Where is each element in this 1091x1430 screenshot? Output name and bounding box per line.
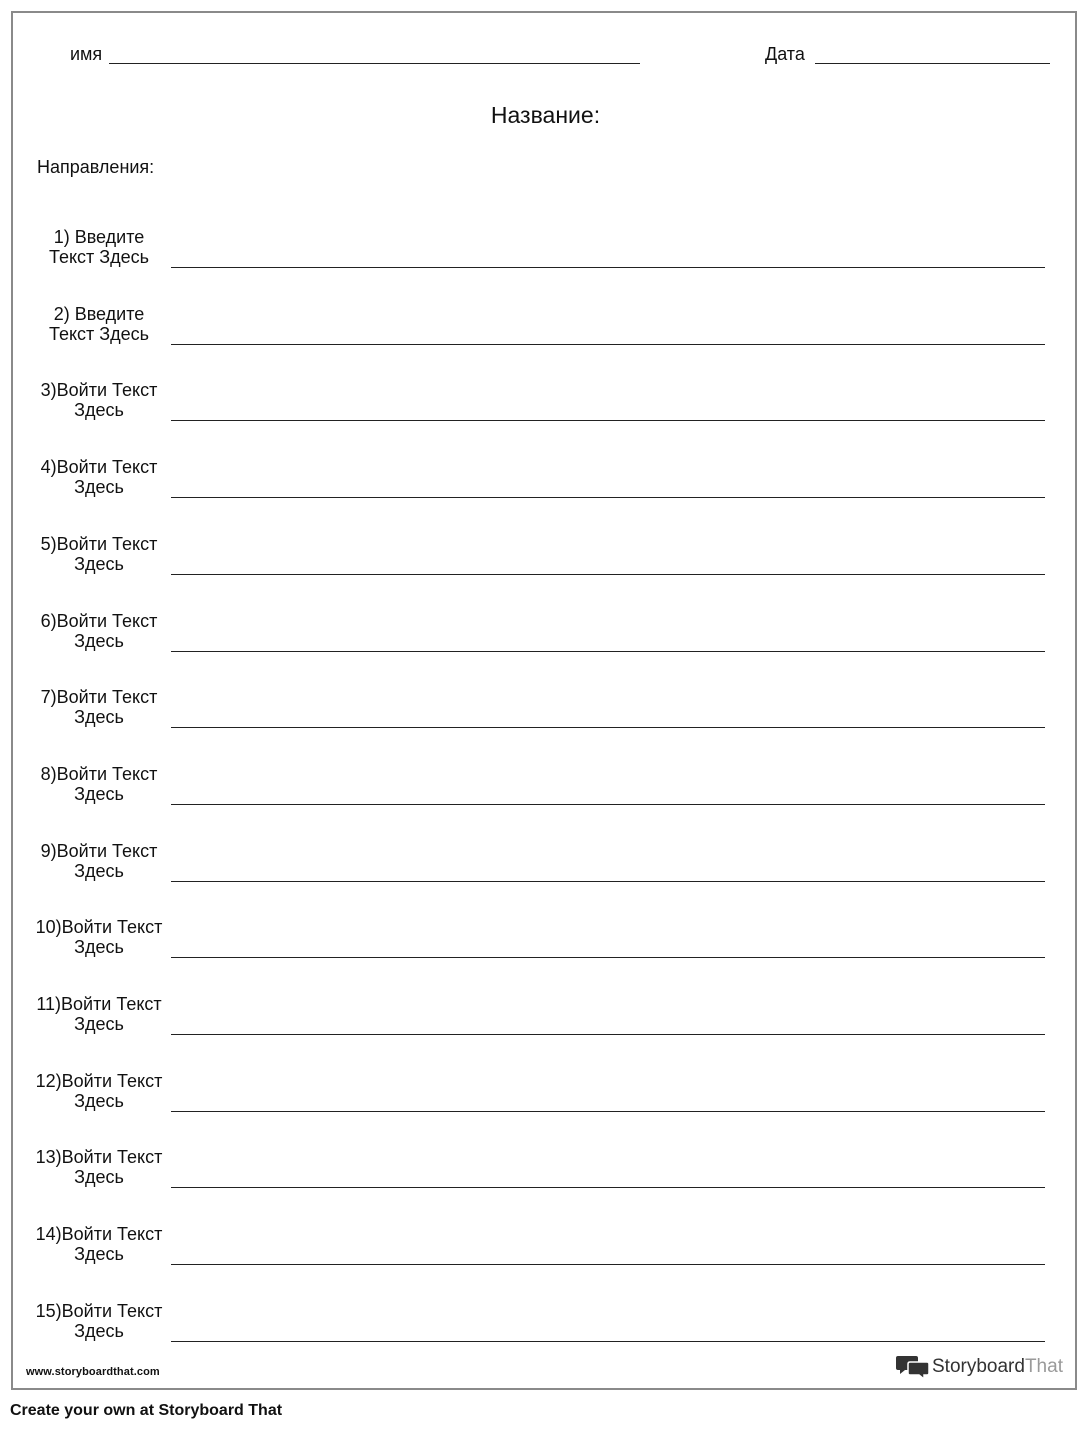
- row-prompt-line1: 5)Войти Текст: [40, 533, 158, 554]
- row-prompt-line1: 10)Войти Текст: [35, 917, 163, 938]
- row-prompt-label: [22, 1147, 176, 1187]
- row-prompt-line2: Здесь: [74, 630, 124, 651]
- answer-row: [0, 994, 1091, 1071]
- storyboardthat-logo: [896, 1354, 1063, 1380]
- row-prompt-line2: Здесь: [74, 553, 124, 574]
- row-prompt-line1: 13)Войти Текст: [35, 1147, 163, 1168]
- answer-line[interactable]: [171, 1034, 1045, 1035]
- name-field-line[interactable]: [109, 63, 640, 64]
- answer-line[interactable]: [171, 267, 1045, 268]
- answer-row: [0, 1224, 1091, 1301]
- answer-row: [0, 764, 1091, 841]
- answer-row: [0, 534, 1091, 611]
- answer-line[interactable]: [171, 957, 1045, 958]
- row-prompt-line1: 7)Войти Текст: [40, 687, 158, 708]
- row-prompt-line1: 8)Войти Текст: [40, 763, 158, 784]
- page-title: Название:: [490, 102, 601, 128]
- name-label: имя: [70, 44, 103, 64]
- row-prompt-line1: 3)Войти Текст: [40, 380, 158, 401]
- speech-bubbles-icon: [896, 1354, 929, 1380]
- answer-row: [0, 841, 1091, 918]
- answer-row: [0, 380, 1091, 457]
- row-prompt-label: [22, 227, 176, 267]
- logo-text-that: That: [1024, 1356, 1063, 1377]
- answer-line[interactable]: [171, 1264, 1045, 1265]
- row-prompt-line2: Здесь: [74, 860, 124, 881]
- row-prompt-label: [22, 534, 176, 574]
- row-prompt-label: [22, 994, 176, 1034]
- answer-line[interactable]: [171, 881, 1045, 882]
- answer-row: [0, 917, 1091, 994]
- row-prompt-label: [22, 304, 176, 344]
- row-prompt-line2: Здесь: [74, 707, 124, 728]
- answer-row: [0, 457, 1091, 534]
- row-prompt-line1: 1) Введите: [53, 227, 145, 247]
- footer-credit[interactable]: Create your own at Storyboard That: [10, 1402, 283, 1419]
- answer-row: [0, 227, 1091, 304]
- row-prompt-line1: 12)Войти Текст: [35, 1070, 163, 1091]
- answer-line[interactable]: [171, 1187, 1045, 1188]
- row-prompt-line1: 15)Войти Текст: [35, 1300, 163, 1321]
- directions-label: Направления:: [37, 157, 155, 177]
- date-label: Дата: [765, 44, 805, 64]
- row-prompt-label: [22, 611, 176, 651]
- answer-line[interactable]: [171, 1111, 1045, 1112]
- row-prompt-line1: 14)Войти Текст: [35, 1224, 163, 1245]
- answer-line[interactable]: [171, 651, 1045, 652]
- answer-row: [0, 1147, 1091, 1224]
- answer-line[interactable]: [171, 574, 1045, 575]
- answer-line[interactable]: [171, 1341, 1045, 1342]
- row-prompt-label: [22, 764, 176, 804]
- row-prompt-line2: Здесь: [74, 1320, 124, 1341]
- row-prompt-line1: 6)Войти Текст: [40, 610, 158, 631]
- row-prompt-line2: Текст Здесь: [48, 323, 150, 344]
- row-prompt-line1: 2) Введите: [53, 303, 145, 324]
- row-prompt-label: [22, 917, 176, 957]
- answer-row: [0, 304, 1091, 381]
- row-prompt-label: [22, 380, 176, 420]
- row-prompt-line1: 9)Войти Текст: [40, 840, 158, 861]
- logo-text-storyboard: Storyboard: [932, 1356, 1025, 1377]
- row-prompt-line2: Здесь: [74, 1090, 124, 1111]
- answer-row: [0, 611, 1091, 688]
- row-prompt-label: [22, 1071, 176, 1111]
- answer-line[interactable]: [171, 420, 1045, 421]
- answer-row: [0, 1071, 1091, 1148]
- row-prompt-label: [22, 1301, 176, 1341]
- answer-line[interactable]: [171, 727, 1045, 728]
- row-prompt-label: [22, 457, 176, 497]
- row-prompt-line2: Текст Здесь: [48, 247, 150, 267]
- answer-line[interactable]: [171, 804, 1045, 805]
- row-prompt-line2: Здесь: [74, 783, 124, 804]
- row-prompt-line2: Здесь: [74, 1244, 124, 1265]
- row-prompt-line1: 4)Войти Текст: [40, 457, 158, 478]
- watermark-url: www.storyboardthat.com: [26, 1366, 160, 1378]
- row-prompt-line1: 11)Войти Текст: [36, 994, 162, 1014]
- row-prompt-line2: Здесь: [74, 477, 124, 498]
- row-prompt-line2: Здесь: [74, 937, 124, 958]
- row-prompt-label: [22, 687, 176, 727]
- row-prompt-label: [22, 1224, 176, 1264]
- row-prompt-line2: Здесь: [74, 1014, 124, 1034]
- date-field-line[interactable]: [815, 63, 1050, 64]
- row-prompt-label: [22, 841, 176, 881]
- row-prompt-line2: Здесь: [74, 1167, 124, 1188]
- answer-row: [0, 687, 1091, 764]
- answer-line[interactable]: [171, 497, 1045, 498]
- answer-line[interactable]: [171, 344, 1045, 345]
- row-prompt-line2: Здесь: [74, 400, 124, 421]
